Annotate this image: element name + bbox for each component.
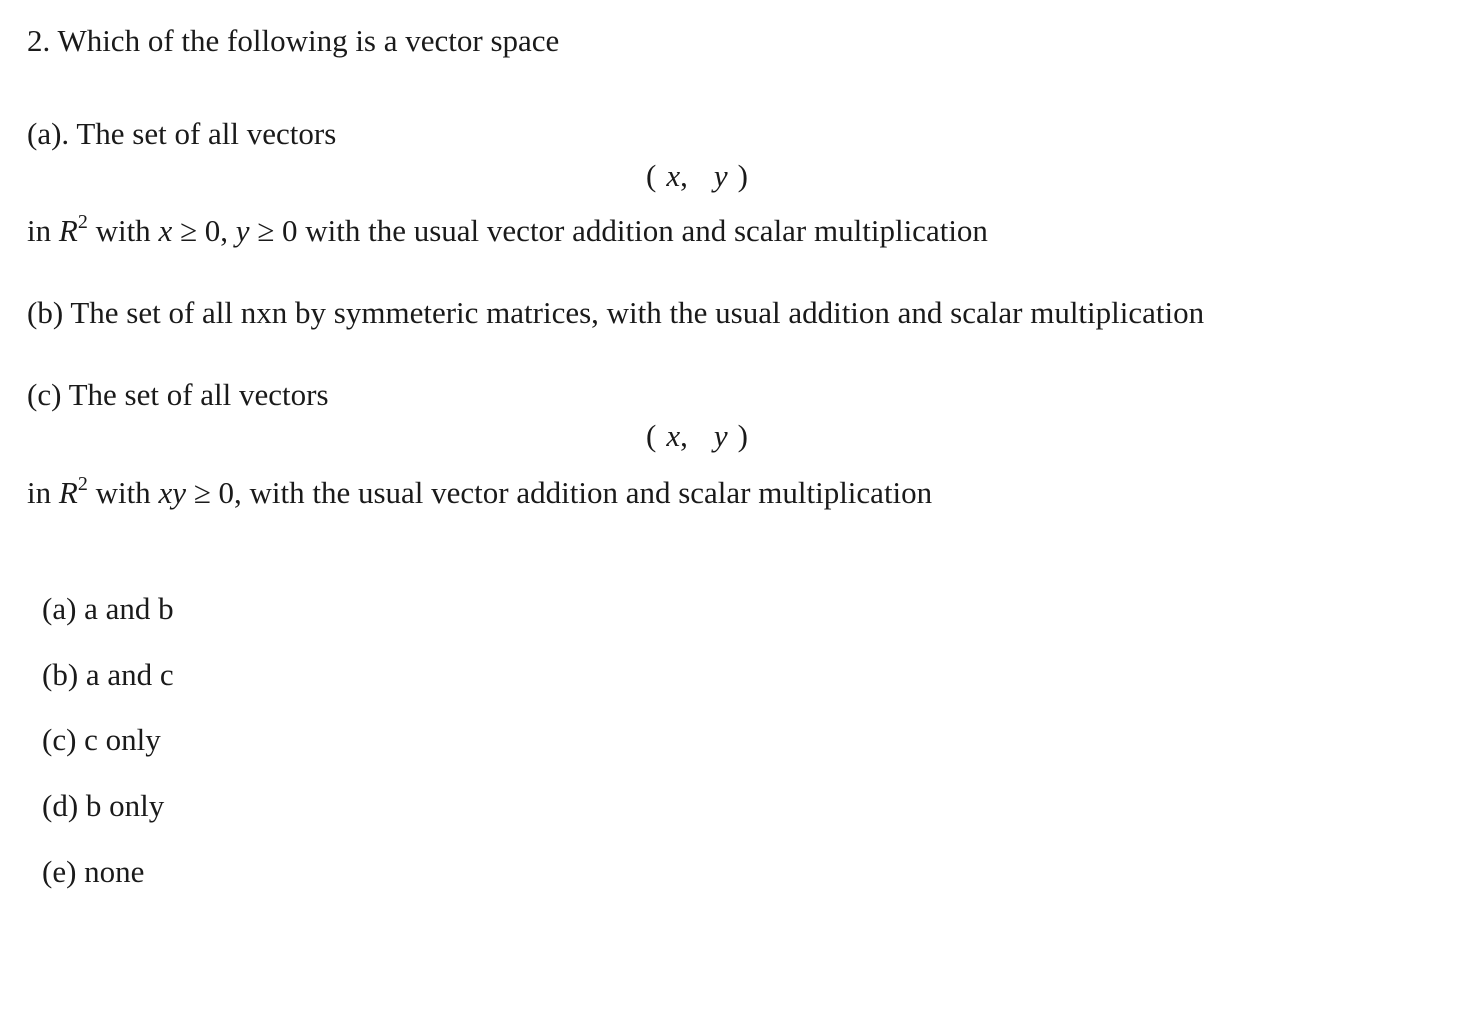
statement-a-vector bbox=[646, 160, 748, 191]
choice-text: a and c bbox=[85, 657, 174, 692]
vector-comma: , bbox=[680, 158, 688, 193]
vector-close-paren: ) bbox=[737, 418, 748, 453]
choice-label: (e) bbox=[42, 854, 77, 889]
cond-in: in bbox=[27, 213, 52, 248]
vector-close-paren: ) bbox=[737, 158, 748, 193]
cond-y: y bbox=[235, 213, 250, 248]
cond-tail: with the usual vector addition and scalar multiplication bbox=[249, 475, 933, 510]
vector-x: x bbox=[666, 158, 681, 193]
choice-text: b only bbox=[85, 788, 165, 823]
choice-c[interactable] bbox=[42, 724, 161, 755]
statement-c-intro: (c) The set of all vectors bbox=[27, 377, 329, 412]
cond-x: x bbox=[158, 213, 173, 248]
vector-y: y bbox=[713, 418, 728, 453]
choice-label: (c) bbox=[42, 722, 77, 757]
statement-c-condition bbox=[27, 472, 933, 510]
choice-label: (a) bbox=[42, 591, 77, 626]
cond-R: R bbox=[58, 475, 78, 510]
choice-text: c only bbox=[84, 722, 161, 757]
cond-exponent: 2 bbox=[77, 472, 88, 495]
choice-e[interactable] bbox=[42, 856, 144, 887]
vector-x: x bbox=[666, 418, 681, 453]
cond-ge: ≥ 0, bbox=[193, 475, 242, 510]
choice-label: (d) bbox=[42, 788, 79, 823]
vector-comma: , bbox=[680, 418, 688, 453]
cond-ge-2: ≥ 0 bbox=[257, 213, 298, 248]
statement-b: (b) The set of all nxn by symmeteric matrices, with the usual addition and scalar multiplication bbox=[27, 295, 1205, 330]
cond-in: in bbox=[27, 475, 52, 510]
cond-xy: xy bbox=[158, 475, 186, 510]
cond-R: R bbox=[58, 213, 78, 248]
cond-ge-1: ≥ 0, bbox=[179, 213, 228, 248]
choice-text: none bbox=[84, 854, 145, 889]
statement-a-intro: (a). The set of all vectors bbox=[27, 116, 337, 151]
cond-tail: with the usual vector addition and scalar multiplication bbox=[305, 213, 988, 248]
choice-d[interactable] bbox=[42, 790, 164, 821]
statement-a-condition bbox=[27, 210, 988, 248]
vector-open-paren: ( bbox=[646, 418, 657, 453]
vector-open-paren: ( bbox=[646, 158, 657, 193]
vector-y: y bbox=[713, 158, 728, 193]
choice-text: a and b bbox=[84, 591, 174, 626]
choice-a[interactable] bbox=[42, 593, 174, 624]
statement-c-vector bbox=[646, 420, 748, 451]
question-title: 2. Which of the following is a vector space bbox=[27, 23, 560, 58]
choice-label: (b) bbox=[42, 657, 79, 692]
cond-with: with bbox=[95, 475, 151, 510]
cond-with: with bbox=[95, 213, 151, 248]
choice-b[interactable] bbox=[42, 659, 174, 690]
cond-exponent: 2 bbox=[77, 210, 88, 233]
